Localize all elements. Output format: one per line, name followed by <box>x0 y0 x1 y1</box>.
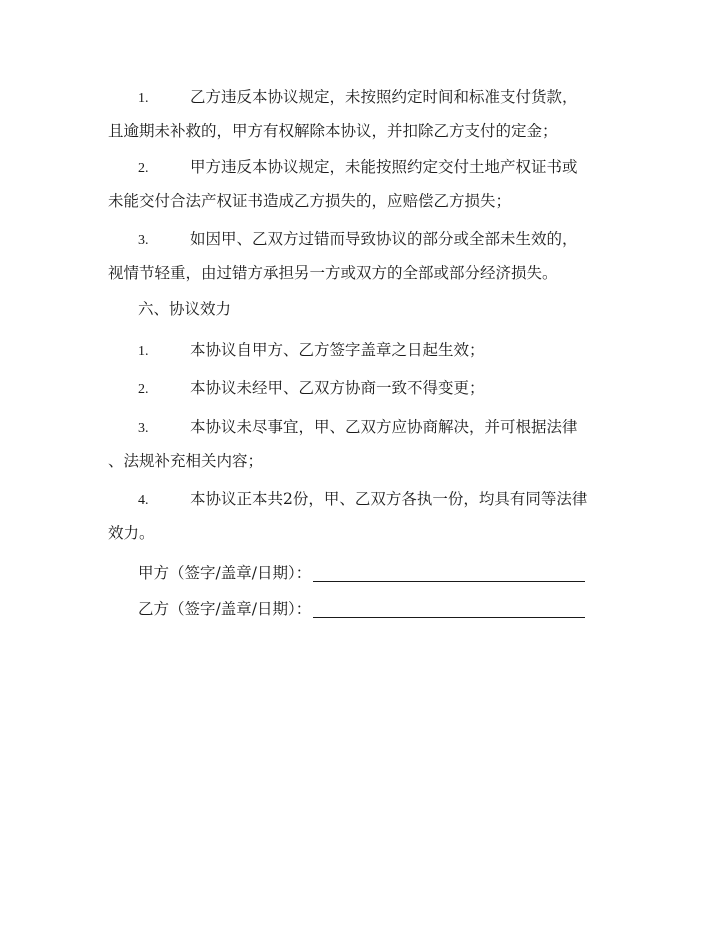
clause-number: 3. <box>138 421 149 436</box>
breach-clause-3 <box>108 222 608 290</box>
party-b-signature-label: 乙方（签字/盖章/日期）： <box>138 600 312 618</box>
clause-number: 1. <box>138 91 149 106</box>
clause-text: 本协议自甲方、乙方签字盖章之日起生效； <box>190 341 485 359</box>
clause-text: 本协议未尽事宜，甲、乙双方应协商解决，并可根据法律 <box>190 418 578 436</box>
effect-clause-1 <box>108 333 608 367</box>
clause-text: 甲方违反本协议规定，未能按照约定交付土地产权证书或 <box>190 158 578 176</box>
clause-number: 4. <box>138 493 149 508</box>
clause-text: 本协议正本共2份，甲、乙双方各执一份，均具有同等法律 <box>190 490 588 508</box>
clause-text-continued: 视情节轻重，由过错方承担另一方或双方的全部或部分经济损失。 <box>108 264 558 282</box>
clause-text: 如因甲、乙双方过错而导致协议的部分或全部未生效的， <box>190 230 578 248</box>
breach-clause-1 <box>108 80 608 148</box>
clause-number: 1. <box>138 344 149 359</box>
breach-clause-2 <box>108 150 608 218</box>
party-a-signature-label: 甲方（签字/盖章/日期）： <box>138 564 312 582</box>
party-b-signature <box>138 592 585 626</box>
clause-text-continued: 未能交付合法产权证书造成乙方损失的，应赔偿乙方损失； <box>108 192 512 210</box>
clause-text: 乙方违反本协议规定，未按照约定时间和标准支付货款， <box>190 88 578 106</box>
clause-number: 2. <box>138 161 149 176</box>
effect-clause-3 <box>108 410 608 478</box>
party-a-signature-line[interactable] <box>313 561 585 582</box>
clause-text-continued: 且逾期未补救的，甲方有权解除本协议，并扣除乙方支付的定金； <box>108 122 558 140</box>
party-b-signature-line[interactable] <box>313 597 585 618</box>
clause-number: 2. <box>138 382 149 397</box>
section-heading: 六、协议效力 <box>138 300 232 318</box>
clause-text-continued: 效力。 <box>108 524 155 542</box>
effect-clause-4 <box>108 482 608 550</box>
party-a-signature <box>138 556 585 590</box>
clause-number: 3. <box>138 233 149 248</box>
effect-clause-2 <box>108 371 608 405</box>
clause-text: 本协议未经甲、乙双方协商一致不得变更； <box>190 379 485 397</box>
clause-text-continued: 、法规补充相关内容； <box>108 452 264 470</box>
